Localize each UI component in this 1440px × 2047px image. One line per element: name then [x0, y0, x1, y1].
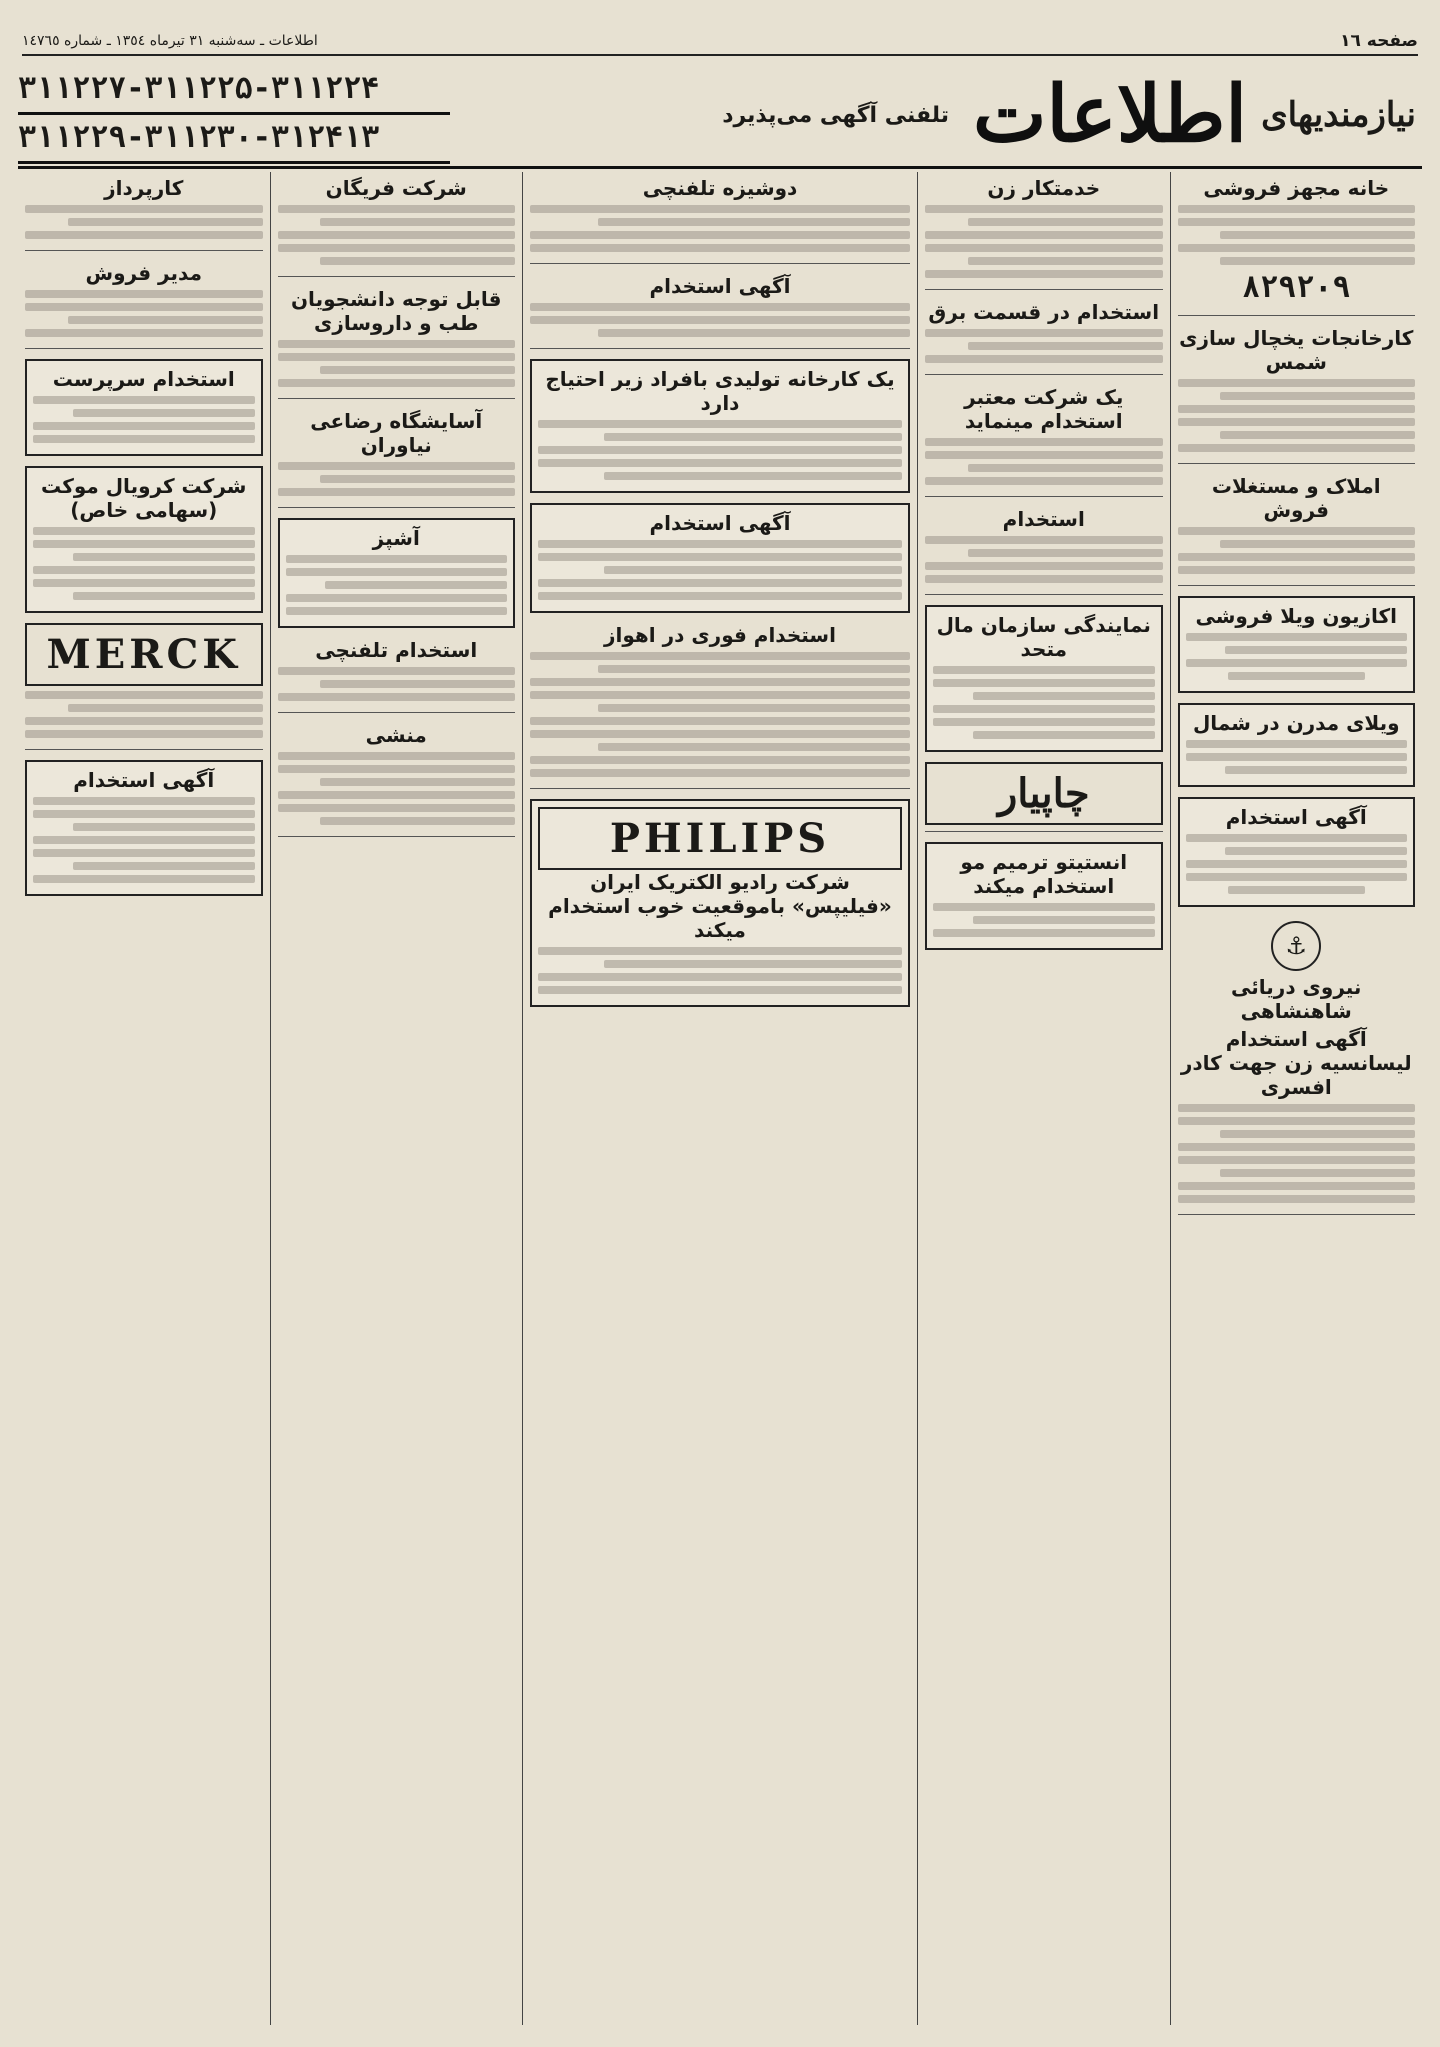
- ad-block: [925, 507, 1163, 595]
- title-main: اطلاعات: [973, 69, 1248, 160]
- phone-numbers: [18, 66, 450, 164]
- ad-title: آشپز: [372, 526, 420, 550]
- masthead: [18, 64, 1422, 169]
- ad-title: استخدام فوری در اهواز: [604, 623, 836, 647]
- ad-block: [1178, 176, 1416, 316]
- ad-block: [925, 385, 1163, 497]
- ad-title: خانه مجهز فروشی: [1203, 176, 1390, 200]
- ad-body: [1178, 205, 1416, 265]
- ad-title: ویلای مدرن در شمال: [1192, 711, 1400, 735]
- ad-title: خدمتکار زن: [987, 176, 1101, 200]
- ad-block: [925, 605, 1163, 752]
- ad-block: [530, 359, 910, 493]
- ad-block: [530, 623, 910, 789]
- ad-title: نمایندگی سازمان مال متحد: [936, 613, 1151, 661]
- ad-title: یک شرکت معتبر استخدام مینماید: [964, 385, 1124, 433]
- ad-title: شرکت کرویال موکت (سهامی خاص): [41, 474, 247, 522]
- ad-subtitle: آگهی استخدام لیسانسیه زن جهت کادر افسری: [1180, 1027, 1412, 1099]
- ad-block: [25, 466, 263, 613]
- ad-block: [278, 638, 516, 713]
- ad-block: [925, 176, 1163, 290]
- phone-line: ۳۱۱۲۲۷-۳۱۱۲۲۵-۳۱۱۲۲۴: [18, 66, 450, 115]
- ad-title: استخدام سرپرست: [52, 367, 235, 391]
- column-3: [522, 172, 917, 2025]
- ad-title: اکازیون ویلا فروشی: [1195, 604, 1398, 628]
- ad-block: [1178, 797, 1416, 907]
- masthead-title: [722, 69, 1416, 160]
- ad-block: [925, 762, 1163, 832]
- ad-title: قابل توجه دانشجویان طب و داروسازی: [290, 287, 502, 335]
- ad-title: انستیتو ترمیم مو استخدام میکند: [960, 850, 1128, 898]
- merck-logo: MERCK: [25, 623, 263, 686]
- ad-block: [278, 176, 516, 277]
- ad-title: نیروی دریائی شاهنشاهی: [1231, 975, 1362, 1023]
- ad-block: [530, 176, 910, 264]
- ad-block: [278, 409, 516, 508]
- chapiar-logo: چاپیار: [925, 762, 1163, 825]
- ad-title: منشی: [365, 723, 427, 747]
- ad-block: [1178, 703, 1416, 787]
- ad-title: آگهی استخدام: [649, 511, 791, 535]
- ad-title: استخدام تلفنچی: [315, 638, 478, 662]
- navy-emblem-icon: ⚓: [1271, 921, 1321, 971]
- ad-title: آگهی استخدام: [1225, 805, 1367, 829]
- ad-block: [25, 760, 263, 896]
- ad-title: آگهی استخدام: [649, 274, 791, 298]
- ad-block: [1178, 917, 1416, 1215]
- column-2: [917, 172, 1170, 2025]
- ad-title: مدیر فروش: [85, 261, 202, 285]
- column-1: [1170, 172, 1423, 2025]
- ad-block: [25, 176, 263, 251]
- page-header: [22, 28, 1418, 56]
- ad-title: استخدام: [1002, 507, 1085, 531]
- ad-block: [1178, 596, 1416, 693]
- ad-title: آسایشگاه رضاعی نیاوران: [310, 409, 483, 457]
- ad-title: آگهی استخدام: [73, 768, 215, 792]
- ad-block: [530, 799, 910, 1007]
- ad-block: [530, 274, 910, 349]
- ad-block: [25, 261, 263, 349]
- ad-block: [530, 503, 910, 613]
- page-number: صفحه ١٦: [1340, 31, 1418, 51]
- ad-title: کارخانجات یخچال سازی شمس: [1179, 326, 1414, 374]
- issue-info: اطلاعات ـ سه‌شنبه ٣١ تیرماه ١٣٥٤ ـ شماره ١٤٧٦٥: [22, 33, 318, 49]
- phone-line: ۳۱۱۲۲۹-۳۱۱۲۳۰-۳۱۲۴۱۳: [18, 115, 450, 164]
- ad-title: شرکت رادیو الکتریک ایران «فیلیپس» باموقعیت خوب استخدام میکند: [548, 870, 892, 942]
- ad-block: [278, 287, 516, 399]
- ad-block: [278, 723, 516, 837]
- column-4: [270, 172, 523, 2025]
- ad-phone-number: ۸۲۹۲۰۹: [1242, 270, 1351, 305]
- masthead-subtitle: تلفنی آگهی می‌پذیرد: [722, 102, 950, 128]
- ad-block: [925, 842, 1163, 950]
- ad-title: املاک و مستغلات فروش: [1211, 474, 1381, 522]
- ad-title: یک کارخانه تولیدی بافراد زیر احتیاج دارد: [545, 367, 895, 415]
- ad-block: [1178, 326, 1416, 464]
- ad-title: شرکت فریگان: [325, 176, 467, 200]
- ad-title: استخدام در قسمت برق: [928, 300, 1160, 324]
- ad-block: [925, 300, 1163, 375]
- ad-columns: [18, 172, 1422, 2025]
- ad-block: [278, 518, 516, 628]
- column-5: [18, 172, 270, 2025]
- ad-block: [25, 359, 263, 456]
- title-needs: نیازمندیهای: [1261, 95, 1416, 135]
- philips-logo: PHILIPS: [538, 807, 902, 870]
- ad-title: کارپرداز: [104, 176, 184, 200]
- ad-block: [25, 623, 263, 750]
- ad-block: [1178, 474, 1416, 586]
- ad-title: دوشیزه تلفنچی: [642, 176, 798, 200]
